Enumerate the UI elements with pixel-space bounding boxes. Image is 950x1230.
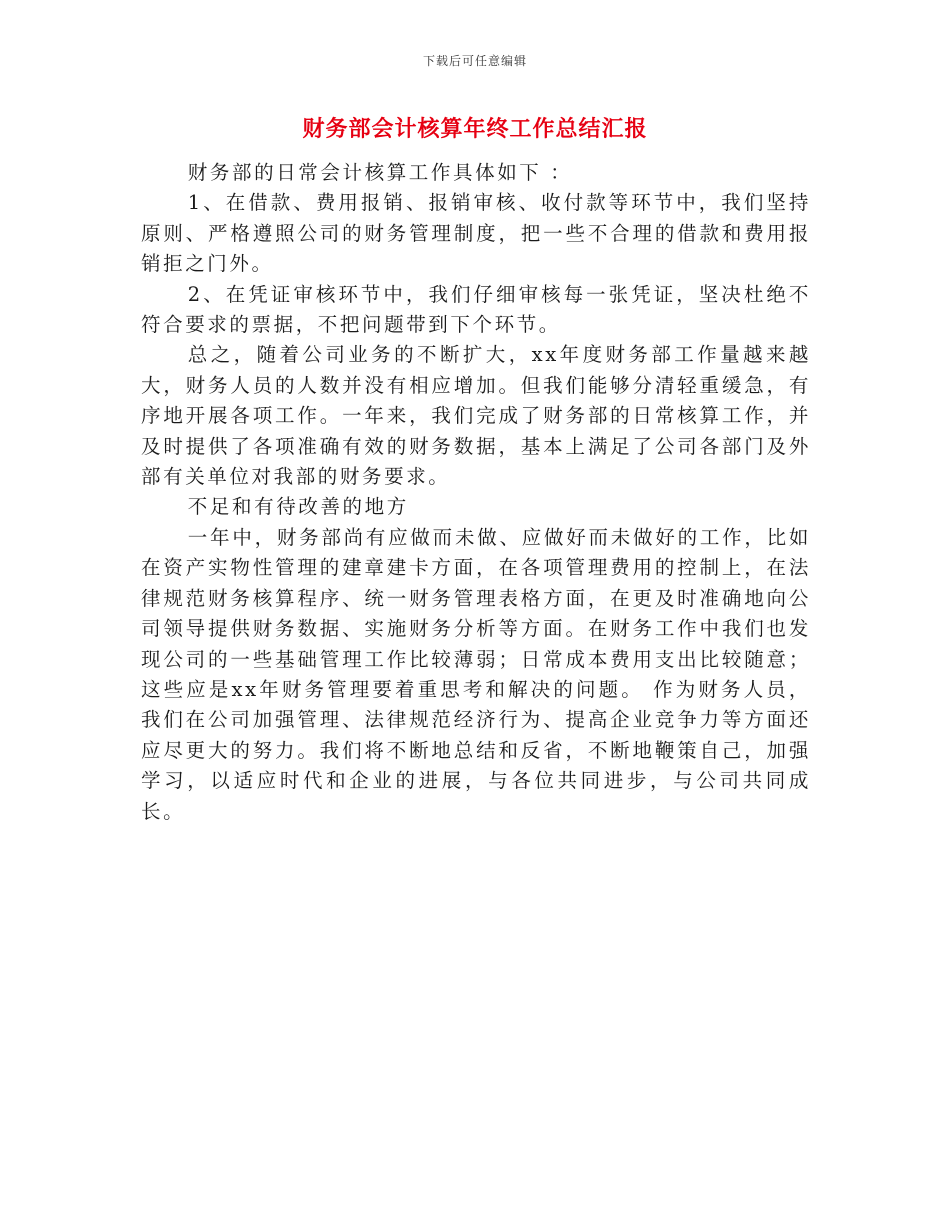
document-body (141, 158, 811, 827)
paragraph-summary: 总之，随着公司业务的不断扩大，xx年度财务部工作量越来越大，财务人员的人数并没有相应增加。但我们能够分清轻重缓急，有序地开展各项工作。一年来，我们完成了财务部的日常核算工作，并及时提供了各项准确有效的财务数据，基本上满足了公司各部门及外部有关单位对我部的财务要求。 (141, 343, 811, 489)
paragraph-intro: 财务部的日常会计核算工作具体如下 ： (187, 161, 573, 184)
paragraph-subheading: 不足和有待改善的地方 (187, 495, 409, 519)
document-title: 财务部会计核算年终工作总结汇报 (302, 117, 648, 142)
paragraph-improvements: 一年中，财务部尚有应做而未做、应做好而未做好的工作，比如在资产实物性管理的建章建卡方面，在各项管理费用的控制上，在法律规范财务核算程序、统一财务管理表格方面，在更及时准确地向公司领导提供财务数据、实施财务分析等方面。在财务工作中我们也发现公司的一些基础管理工作比较薄弱；日常成本费用支出比较随意；这些应是xx年财务管理要着重思考和解决的问题。 作为财务人员，我们在公司加强管理、法律规范经济行为、提高企业竞争力等方面还应尽更大的努力。我们将不断地总结和反省，不断地鞭策自己，加强学习，以适应时代和企业的进展，与各位共同进步，与公司共同成长。 (141, 525, 811, 823)
header-note: 下载后可任意编辑 (422, 54, 527, 68)
paragraph-item-2: 2、在凭证审核环节中，我们仔细审核每一张凭证，坚决杜绝不符合要求的票据，不把问题带到下个环节。 (141, 282, 811, 337)
paragraph-item-1: 1、在借款、费用报销、报销审核、收付款等环节中，我们坚持原则、严格遵照公司的财务管理制度，把一些不合理的借款和费用报销拒之门外。 (141, 191, 811, 276)
